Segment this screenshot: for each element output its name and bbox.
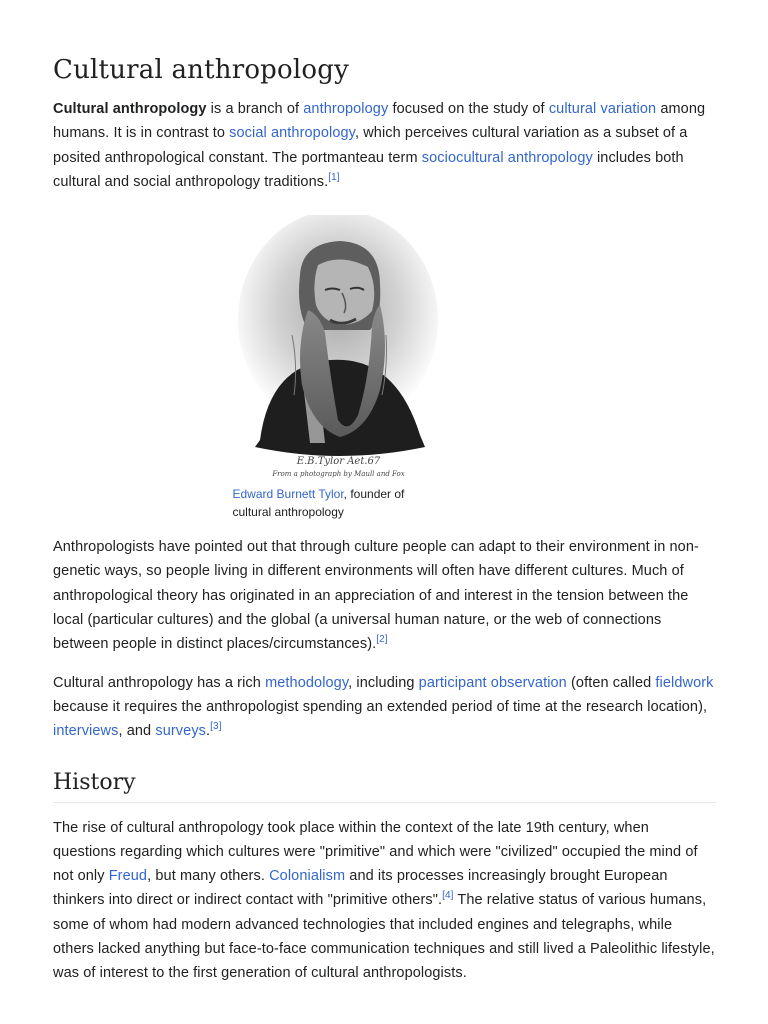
link-social-anthropology[interactable]: social anthropology xyxy=(229,125,355,142)
link-sociocultural-anthropology[interactable]: sociocultural anthropology xyxy=(421,149,593,166)
paragraph-history xyxy=(53,816,716,986)
intro-bold-term: Cultural anthropology xyxy=(53,101,207,117)
link-interviews[interactable]: interviews xyxy=(53,723,119,740)
paragraph-adaptation-text: Anthropologists have pointed out that through culture people can adapt to their environment in non-genetic ways, so people living in different environments will often have different cultures. Much of anthropological theory has originated in an appreciation of and interest in the tension between the local (particular cultures) and the global (a universal human nature, or the web of connections between people in distinct places/circumstances). xyxy=(53,539,699,653)
reference-3-link[interactable]: [3] xyxy=(210,721,222,733)
methodology-text-6: . xyxy=(206,723,211,740)
reference-3[interactable] xyxy=(210,721,221,732)
reference-1-link[interactable]: [1] xyxy=(328,172,340,184)
link-surveys[interactable]: surveys xyxy=(155,723,207,740)
intro-text-4: , which perceives cultural variation as a subset of a posited anthropological constant. The portmanteau term xyxy=(53,125,688,166)
caption-text: , founder of cultural anthropology xyxy=(232,487,405,520)
history-text-2: , but many others. xyxy=(147,868,270,885)
reference-2[interactable] xyxy=(376,635,387,646)
history-text-3: and its processes increasingly brought European thinkers into direct or indirect contact with "primitive others". xyxy=(53,868,668,909)
portrait-signature xyxy=(269,455,409,479)
methodology-text-5: , and xyxy=(118,723,156,740)
link-cultural-variation[interactable]: cultural variation xyxy=(548,101,657,117)
reference-4[interactable] xyxy=(442,891,453,902)
reference-4-link[interactable]: [4] xyxy=(442,890,454,902)
reference-2-link[interactable]: [2] xyxy=(376,634,388,646)
intro-text-3: among humans. It is in contrast to xyxy=(53,101,706,142)
link-fieldwork[interactable]: fieldwork xyxy=(655,674,714,691)
signature-subline: From a photograph by Maull and Fox xyxy=(272,470,405,479)
paragraph-adaptation xyxy=(53,535,716,656)
portrait-figure xyxy=(185,215,585,535)
signature-line: E.B.Tylor Aet.67 xyxy=(296,456,381,468)
link-participant-observation[interactable]: participant observation xyxy=(418,674,567,691)
intro-text-1: is a branch of xyxy=(206,101,304,117)
link-colonialism[interactable]: Colonialism xyxy=(269,868,346,885)
history-text-1: The rise of cultural anthropology took place within the context of the late 19th century, when questions regarding which cultures were "primitive" and which were "civilized" occupied the mind of not only xyxy=(53,819,698,885)
methodology-text-2: , including xyxy=(348,674,419,691)
paragraph-methodology xyxy=(53,671,716,744)
section-heading-history: History xyxy=(53,768,716,803)
tylor-portrait-image[interactable] xyxy=(230,215,448,481)
link-edward-burnett-tylor[interactable]: Edward Burnett Tylor xyxy=(232,487,344,502)
methodology-text-4: because it requires the anthropologist spending an extended period of time at the research location), xyxy=(53,698,708,715)
link-freud[interactable]: Freud xyxy=(108,868,148,885)
link-methodology[interactable]: methodology xyxy=(265,674,349,691)
history-text-4: The relative status of various humans, some of whom had modern advanced technologies that included engines and telegraphs, while others lacked anything but face-to-face communication techniques and still lived a Paleolithic lifestyle, was of interest to the first generation of cultural anthropologists. xyxy=(53,892,715,982)
methodology-text-1: Cultural anthropology has a rich xyxy=(53,674,266,691)
intro-text-5: includes both cultural and social anthropology traditions. xyxy=(53,149,684,190)
intro-paragraph xyxy=(53,97,716,194)
reference-1[interactable] xyxy=(328,172,339,183)
link-anthropology[interactable]: anthropology xyxy=(303,101,389,117)
methodology-text-3: (often called xyxy=(566,674,656,691)
figure-caption xyxy=(233,485,433,535)
page-title: Cultural anthropology xyxy=(53,55,349,85)
intro-text-2: focused on the study of xyxy=(388,101,549,117)
